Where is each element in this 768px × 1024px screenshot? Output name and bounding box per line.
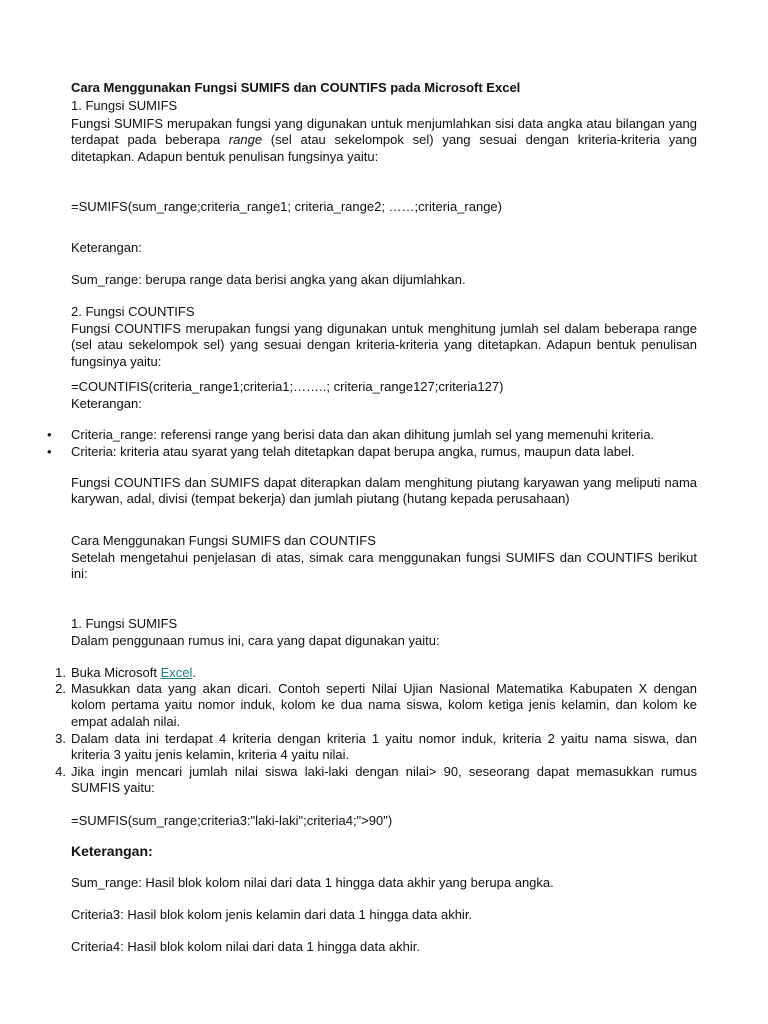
steps-intro: Dalam penggunaan rumus ini, cara yang dapat digunakan yaitu: xyxy=(71,633,440,648)
section-heading-sumifs-steps: 1. Fungsi SUMIFS xyxy=(71,616,178,631)
application-paragraph: Fungsi COUNTIFS dan SUMIFS dapat diterapkan dalam menghitung piutang karyawan yang meliputi nama karywan, adal, divisi (tempat bekerja) dan jumlah piutang (hutang kepada perusahaan) xyxy=(71,475,697,507)
list-item xyxy=(47,444,697,460)
sumfis-formula: =SUMFIS(sum_range;criteria3:"laki-laki";criteria4;">90") xyxy=(71,813,393,828)
list-item xyxy=(55,681,697,730)
list-item xyxy=(55,731,697,764)
list-item xyxy=(47,427,697,443)
note-sum-range: Sum_range: Hasil blok kolom nilai dari data 1 hingga data akhir yang berupa angka. xyxy=(71,875,554,890)
excel-link[interactable]: Excel xyxy=(160,665,193,680)
list-item-text: Criteria: kriteria atau syarat yang telah ditetapkan dapat berupa angka, rumus, maupun data label. xyxy=(71,444,635,459)
section-heading-countifs: 2. Fungsi COUNTIFS xyxy=(71,304,195,319)
section-heading-cara: Cara Menggunakan Fungsi SUMIFS dan COUNTIFS xyxy=(71,533,376,548)
keterangan-heading: Keterangan: xyxy=(71,843,153,859)
bullet-mark: • xyxy=(47,444,52,459)
list-number: 3. xyxy=(55,731,66,746)
keterangan-label: Keterangan: xyxy=(71,240,142,255)
list-item-text: Dalam data ini terdapat 4 kriteria dengan kriteria 1 yaitu nomor induk, kriteria 2 yaitu nama siswa, dan kriteria 3 yaitu jenis kelamin, kriteria 4 yaitu nilai. xyxy=(71,731,697,763)
text-run: (sel atau sekelompok sel) yang sesuai dengan kriteria-kriteria yang ditetapkan. Adapun bentuk penulisan fungsinya yaitu: xyxy=(71,132,697,164)
cara-paragraph: Setelah mengetahui penjelasan di atas, simak cara menggunakan fungsi SUMIFS dan COUNTIFS berikut ini: xyxy=(71,550,697,582)
note-criteria4: Criteria4: Hasil blok kolom nilai dari data 1 hingga data akhir. xyxy=(71,939,421,954)
list-number: 2. xyxy=(55,681,66,696)
list-item xyxy=(55,665,697,681)
sumifs-description xyxy=(71,116,697,165)
list-item-text: Criteria_range: referensi range yang berisi data dan akan dihitung jumlah sel yang memenuhi kriteria. xyxy=(71,427,655,442)
note-criteria3: Criteria3: Hasil blok kolom jenis kelamin dari data 1 hingga data akhir. xyxy=(71,907,473,922)
italic-term: range xyxy=(228,132,263,148)
list-item-text: Jika ingin mencari jumlah nilai siswa laki-laki dengan nilai> 90, seseorang dapat memasukkan rumus SUMFIS yaitu: xyxy=(71,764,697,796)
text-run: Buka Microsoft xyxy=(71,665,161,680)
countifs-formula: =COUNTIFIS(criteria_range1;criteria1;……..; criteria_range127;criteria127) xyxy=(71,379,504,394)
document-title: Cara Menggunakan Fungsi SUMIFS dan COUNTIFS pada Microsoft Excel xyxy=(71,80,521,95)
list-number: 4. xyxy=(55,764,66,779)
sumrange-note: Sum_range: berupa range data berisi angka yang akan dijumlahkan. xyxy=(71,272,466,287)
keterangan-label: Keterangan: xyxy=(71,396,142,411)
bullet-mark: • xyxy=(47,427,52,442)
text-run: Fungsi SUMIFS merupakan fungsi yang digunakan untuk menjumlahkan sisi data angka atau bilangan yang terdapat pada beberapa xyxy=(71,116,697,148)
sumifs-formula: =SUMIFS(sum_range;criteria_range1; criteria_range2; ……;criteria_range) xyxy=(71,199,502,214)
countifs-description: Fungsi COUNTIFS merupakan fungsi yang digunakan untuk menghitung jumlah sel dalam beberapa range (sel atau sekelompok sel) yang sesuai dengan kriteria-kriteria yang ditetapkan. Adapun bentuk penulisan fungsinya yaitu: xyxy=(71,321,697,369)
list-number: 1. xyxy=(55,665,66,680)
text-run: . xyxy=(192,665,197,680)
section-heading-sumifs: 1. Fungsi SUMIFS xyxy=(71,98,178,113)
list-item-text: Masukkan data yang akan dicari. Contoh seperti Nilai Ujian Nasional Matematika Kabupaten X dengan kolom pertama yaitu nomor induk, kolom ke dua nama siswa, kolom ketiga jenis kelamin, dan kolom ke empat adalah nilai. xyxy=(71,681,697,729)
list-item xyxy=(55,764,697,797)
